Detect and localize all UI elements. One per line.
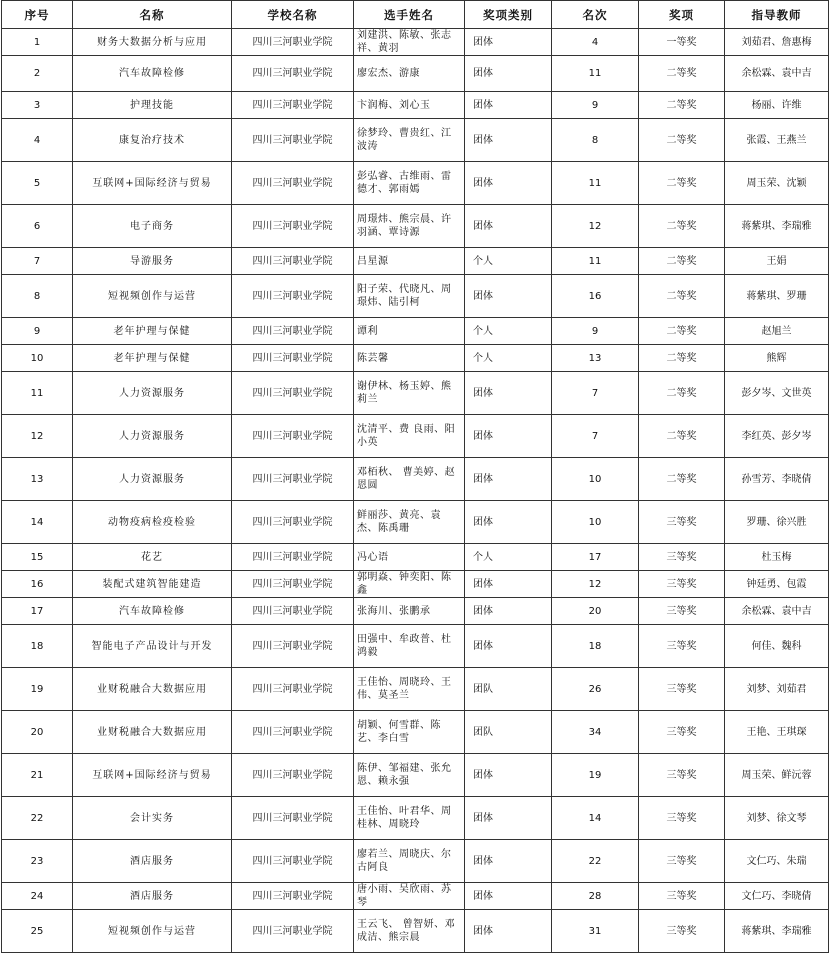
table-row <box>2 797 829 840</box>
cell-school: 四川三河职业学院 <box>232 415 354 458</box>
cell-award: 三等奖 <box>639 571 725 598</box>
cell-index: 9 <box>2 318 73 345</box>
cell-rank: 10 <box>552 458 639 501</box>
cell-instructor: 钟廷勇、包霞 <box>725 571 829 598</box>
table-row <box>2 711 829 754</box>
table-row <box>2 625 829 668</box>
cell-index: 1 <box>2 29 73 56</box>
cell-school: 四川三河职业学院 <box>232 797 354 840</box>
header-instructor: 指导教师 <box>725 1 829 29</box>
cell-award-category: 团体 <box>465 162 552 205</box>
table-row <box>2 598 829 625</box>
cell-award: 三等奖 <box>639 501 725 544</box>
table-row <box>2 29 829 56</box>
cell-award-category: 团体 <box>465 56 552 92</box>
table-row <box>2 56 829 92</box>
cell-school: 四川三河职业学院 <box>232 372 354 415</box>
cell-award-category: 团体 <box>465 754 552 797</box>
table-row <box>2 415 829 458</box>
header-award-category: 奖项类别 <box>465 1 552 29</box>
cell-instructor: 孙雪芳、李晓倩 <box>725 458 829 501</box>
cell-instructor: 杜玉梅 <box>725 544 829 571</box>
cell-award: 二等奖 <box>639 275 725 318</box>
cell-index: 21 <box>2 754 73 797</box>
cell-school: 四川三河职业学院 <box>232 840 354 883</box>
cell-school: 四川三河职业学院 <box>232 501 354 544</box>
cell-rank: 20 <box>552 598 639 625</box>
cell-instructor: 蒋紫琪、罗珊 <box>725 275 829 318</box>
cell-award-category: 团体 <box>465 372 552 415</box>
cell-instructor: 赵旭兰 <box>725 318 829 345</box>
cell-award: 三等奖 <box>639 754 725 797</box>
cell-competition: 动物疫病检疫检验 <box>73 501 232 544</box>
cell-index: 20 <box>2 711 73 754</box>
cell-instructor: 王娟 <box>725 248 829 275</box>
cell-award-category: 团体 <box>465 119 552 162</box>
cell-rank: 10 <box>552 501 639 544</box>
cell-rank: 11 <box>552 248 639 275</box>
cell-award: 二等奖 <box>639 248 725 275</box>
cell-competition: 财务大数据分析与应用 <box>73 29 232 56</box>
cell-contestants: 唐小雨、吴欣雨、苏琴 <box>354 883 465 910</box>
table-row <box>2 92 829 119</box>
cell-school: 四川三河职业学院 <box>232 668 354 711</box>
cell-instructor: 蒋紫琪、李瑞雅 <box>725 205 829 248</box>
cell-competition: 互联网+国际经济与贸易 <box>73 162 232 205</box>
cell-competition: 智能电子产品设计与开发 <box>73 625 232 668</box>
cell-rank: 18 <box>552 625 639 668</box>
cell-award-category: 个人 <box>465 248 552 275</box>
cell-index: 2 <box>2 56 73 92</box>
cell-award: 三等奖 <box>639 711 725 754</box>
cell-award-category: 团队 <box>465 711 552 754</box>
cell-contestants: 谭利 <box>354 318 465 345</box>
cell-award: 三等奖 <box>639 910 725 953</box>
cell-award: 二等奖 <box>639 458 725 501</box>
cell-award-category: 团体 <box>465 598 552 625</box>
table-row <box>2 119 829 162</box>
cell-award: 三等奖 <box>639 544 725 571</box>
cell-index: 23 <box>2 840 73 883</box>
cell-competition: 电子商务 <box>73 205 232 248</box>
cell-school: 四川三河职业学院 <box>232 162 354 205</box>
cell-index: 17 <box>2 598 73 625</box>
cell-rank: 28 <box>552 883 639 910</box>
cell-competition: 人力资源服务 <box>73 372 232 415</box>
header-competition: 名称 <box>73 1 232 29</box>
cell-award-category: 团体 <box>465 910 552 953</box>
table-row <box>2 910 829 953</box>
cell-contestants: 王佳怡、叶君华、周桂林、周晓玲 <box>354 797 465 840</box>
cell-index: 13 <box>2 458 73 501</box>
cell-award-category: 团体 <box>465 883 552 910</box>
cell-competition: 老年护理与保健 <box>73 345 232 372</box>
cell-rank: 4 <box>552 29 639 56</box>
cell-award-category: 团体 <box>465 571 552 598</box>
cell-index: 24 <box>2 883 73 910</box>
cell-contestants: 吕星源 <box>354 248 465 275</box>
cell-award-category: 团体 <box>465 29 552 56</box>
table-row <box>2 318 829 345</box>
cell-instructor: 何佳、魏科 <box>725 625 829 668</box>
cell-award-category: 团体 <box>465 275 552 318</box>
cell-instructor: 刘梦、刘茹君 <box>725 668 829 711</box>
cell-contestants: 廖若兰、周晓庆、尔古阿良 <box>354 840 465 883</box>
cell-award-category: 团体 <box>465 415 552 458</box>
cell-school: 四川三河职业学院 <box>232 345 354 372</box>
header-award: 奖项 <box>639 1 725 29</box>
cell-index: 3 <box>2 92 73 119</box>
cell-rank: 11 <box>552 56 639 92</box>
cell-contestants: 陈芸馨 <box>354 345 465 372</box>
header-contestants: 选手姓名 <box>354 1 465 29</box>
cell-award-category: 团体 <box>465 625 552 668</box>
cell-award-category: 个人 <box>465 345 552 372</box>
cell-rank: 12 <box>552 205 639 248</box>
cell-contestants: 彭弘睿、古维雨、雷德才、郭雨嫣 <box>354 162 465 205</box>
cell-contestants: 王云飞、 曾智妍、邓成洁、熊宗晨 <box>354 910 465 953</box>
cell-instructor: 刘茹君、詹惠梅 <box>725 29 829 56</box>
cell-award-category: 团体 <box>465 92 552 119</box>
cell-instructor: 杨丽、许维 <box>725 92 829 119</box>
cell-school: 四川三河职业学院 <box>232 248 354 275</box>
cell-award: 三等奖 <box>639 797 725 840</box>
cell-index: 16 <box>2 571 73 598</box>
cell-index: 25 <box>2 910 73 953</box>
cell-school: 四川三河职业学院 <box>232 711 354 754</box>
header-index: 序号 <box>2 1 73 29</box>
cell-rank: 14 <box>552 797 639 840</box>
cell-rank: 7 <box>552 415 639 458</box>
cell-competition: 花艺 <box>73 544 232 571</box>
cell-rank: 19 <box>552 754 639 797</box>
cell-contestants: 沈清平、费 良雨、阳小英 <box>354 415 465 458</box>
cell-school: 四川三河职业学院 <box>232 275 354 318</box>
cell-contestants: 鲜丽莎、黄亮、袁杰、陈禹珊 <box>354 501 465 544</box>
cell-index: 10 <box>2 345 73 372</box>
cell-school: 四川三河职业学院 <box>232 92 354 119</box>
cell-award-category: 团队 <box>465 668 552 711</box>
cell-award-category: 团体 <box>465 840 552 883</box>
cell-rank: 31 <box>552 910 639 953</box>
cell-award: 一等奖 <box>639 29 725 56</box>
cell-index: 7 <box>2 248 73 275</box>
cell-instructor: 余松霖、袁中吉 <box>725 598 829 625</box>
cell-contestants: 刘建洪、陈敏、张志祥、黄羽 <box>354 29 465 56</box>
cell-competition: 老年护理与保健 <box>73 318 232 345</box>
cell-index: 4 <box>2 119 73 162</box>
cell-index: 8 <box>2 275 73 318</box>
cell-rank: 22 <box>552 840 639 883</box>
table-row <box>2 668 829 711</box>
table-row <box>2 275 829 318</box>
cell-contestants: 陈伊、邹福建、张允恩、赖永强 <box>354 754 465 797</box>
cell-competition: 互联网+国际经济与贸易 <box>73 754 232 797</box>
cell-competition: 护理技能 <box>73 92 232 119</box>
table-row <box>2 883 829 910</box>
cell-competition: 短视频创作与运营 <box>73 910 232 953</box>
cell-contestants: 卞润梅、刘心玉 <box>354 92 465 119</box>
cell-instructor: 彭夕岑、文世英 <box>725 372 829 415</box>
cell-school: 四川三河职业学院 <box>232 883 354 910</box>
cell-index: 6 <box>2 205 73 248</box>
table-row <box>2 458 829 501</box>
cell-award: 二等奖 <box>639 415 725 458</box>
cell-award: 二等奖 <box>639 372 725 415</box>
cell-instructor: 刘梦、徐文琴 <box>725 797 829 840</box>
cell-contestants: 田强中、牟政普、杜鸿毅 <box>354 625 465 668</box>
cell-rank: 16 <box>552 275 639 318</box>
cell-competition: 人力资源服务 <box>73 415 232 458</box>
cell-school: 四川三河职业学院 <box>232 205 354 248</box>
cell-index: 5 <box>2 162 73 205</box>
cell-rank: 11 <box>552 162 639 205</box>
cell-award: 三等奖 <box>639 883 725 910</box>
cell-competition: 装配式建筑智能建造 <box>73 571 232 598</box>
cell-competition: 汽车故障检修 <box>73 598 232 625</box>
cell-school: 四川三河职业学院 <box>232 571 354 598</box>
cell-index: 19 <box>2 668 73 711</box>
cell-competition: 短视频创作与运营 <box>73 275 232 318</box>
table-row <box>2 544 829 571</box>
cell-instructor: 蒋紫琪、李瑞雅 <box>725 910 829 953</box>
cell-competition: 会计实务 <box>73 797 232 840</box>
cell-competition: 业财税融合大数据应用 <box>73 668 232 711</box>
cell-contestants: 徐梦玲、曹贵红、江波涛 <box>354 119 465 162</box>
cell-competition: 导游服务 <box>73 248 232 275</box>
awards-table <box>1 0 829 953</box>
table-row <box>2 345 829 372</box>
cell-contestants: 阳子荣、代晓凡、周璟炜、陆引柯 <box>354 275 465 318</box>
cell-award-category: 团体 <box>465 458 552 501</box>
cell-award: 二等奖 <box>639 56 725 92</box>
cell-rank: 34 <box>552 711 639 754</box>
header-row <box>2 1 829 29</box>
cell-rank: 9 <box>552 318 639 345</box>
cell-school: 四川三河职业学院 <box>232 754 354 797</box>
cell-school: 四川三河职业学院 <box>232 598 354 625</box>
cell-school: 四川三河职业学院 <box>232 458 354 501</box>
header-school: 学校名称 <box>232 1 354 29</box>
cell-rank: 17 <box>552 544 639 571</box>
cell-award-category: 团体 <box>465 205 552 248</box>
table-row <box>2 840 829 883</box>
cell-instructor: 罗珊、徐兴胜 <box>725 501 829 544</box>
cell-award: 二等奖 <box>639 205 725 248</box>
cell-index: 14 <box>2 501 73 544</box>
cell-instructor: 周玉荣、沈颖 <box>725 162 829 205</box>
cell-instructor: 文仁巧、李晓倩 <box>725 883 829 910</box>
cell-instructor: 王艳、王琪琛 <box>725 711 829 754</box>
cell-instructor: 李红英、彭夕岑 <box>725 415 829 458</box>
cell-award: 二等奖 <box>639 162 725 205</box>
cell-school: 四川三河职业学院 <box>232 119 354 162</box>
cell-instructor: 周玉荣、鲜沅蓉 <box>725 754 829 797</box>
cell-school: 四川三河职业学院 <box>232 544 354 571</box>
cell-contestants: 郭明焱、钟奕阳、陈鑫 <box>354 571 465 598</box>
table-row <box>2 501 829 544</box>
cell-award: 二等奖 <box>639 345 725 372</box>
cell-competition: 人力资源服务 <box>73 458 232 501</box>
cell-contestants: 冯心语 <box>354 544 465 571</box>
cell-index: 11 <box>2 372 73 415</box>
cell-award-category: 团体 <box>465 797 552 840</box>
table-row <box>2 372 829 415</box>
cell-award: 三等奖 <box>639 625 725 668</box>
table-row <box>2 162 829 205</box>
cell-instructor: 余松霖、袁中吉 <box>725 56 829 92</box>
cell-award: 二等奖 <box>639 92 725 119</box>
cell-rank: 26 <box>552 668 639 711</box>
cell-instructor: 张霞、王燕兰 <box>725 119 829 162</box>
cell-school: 四川三河职业学院 <box>232 318 354 345</box>
cell-award: 二等奖 <box>639 318 725 345</box>
cell-contestants: 张海川、张鹏承 <box>354 598 465 625</box>
table-row <box>2 754 829 797</box>
cell-award: 三等奖 <box>639 668 725 711</box>
cell-school: 四川三河职业学院 <box>232 29 354 56</box>
table-row <box>2 248 829 275</box>
cell-school: 四川三河职业学院 <box>232 910 354 953</box>
cell-index: 18 <box>2 625 73 668</box>
header-rank: 名次 <box>552 1 639 29</box>
cell-rank: 9 <box>552 92 639 119</box>
cell-competition: 酒店服务 <box>73 840 232 883</box>
cell-rank: 13 <box>552 345 639 372</box>
cell-competition: 业财税融合大数据应用 <box>73 711 232 754</box>
cell-contestants: 王佳怡、周晓玲、王伟、莫圣兰 <box>354 668 465 711</box>
cell-school: 四川三河职业学院 <box>232 625 354 668</box>
cell-contestants: 胡颖、何雪群、陈艺、李白雪 <box>354 711 465 754</box>
cell-award-category: 个人 <box>465 544 552 571</box>
table-row <box>2 205 829 248</box>
cell-rank: 8 <box>552 119 639 162</box>
cell-school: 四川三河职业学院 <box>232 56 354 92</box>
cell-competition: 酒店服务 <box>73 883 232 910</box>
cell-index: 12 <box>2 415 73 458</box>
cell-index: 15 <box>2 544 73 571</box>
cell-contestants: 邓栢秋、 曹美婷、赵恩圆 <box>354 458 465 501</box>
cell-award: 二等奖 <box>639 119 725 162</box>
cell-rank: 7 <box>552 372 639 415</box>
table-row <box>2 571 829 598</box>
cell-contestants: 廖宏杰、游康 <box>354 56 465 92</box>
cell-award-category: 个人 <box>465 318 552 345</box>
cell-award: 三等奖 <box>639 840 725 883</box>
cell-rank: 12 <box>552 571 639 598</box>
cell-index: 22 <box>2 797 73 840</box>
cell-instructor: 文仁巧、朱瑞 <box>725 840 829 883</box>
cell-contestants: 谢伊林、杨玉婷、熊莉兰 <box>354 372 465 415</box>
cell-competition: 汽车故障检修 <box>73 56 232 92</box>
cell-contestants: 周璟炜、熊宗晨、许羽涵、覃诗源 <box>354 205 465 248</box>
cell-instructor: 熊辉 <box>725 345 829 372</box>
cell-competition: 康复治疗技术 <box>73 119 232 162</box>
cell-award: 三等奖 <box>639 598 725 625</box>
cell-award-category: 团体 <box>465 501 552 544</box>
